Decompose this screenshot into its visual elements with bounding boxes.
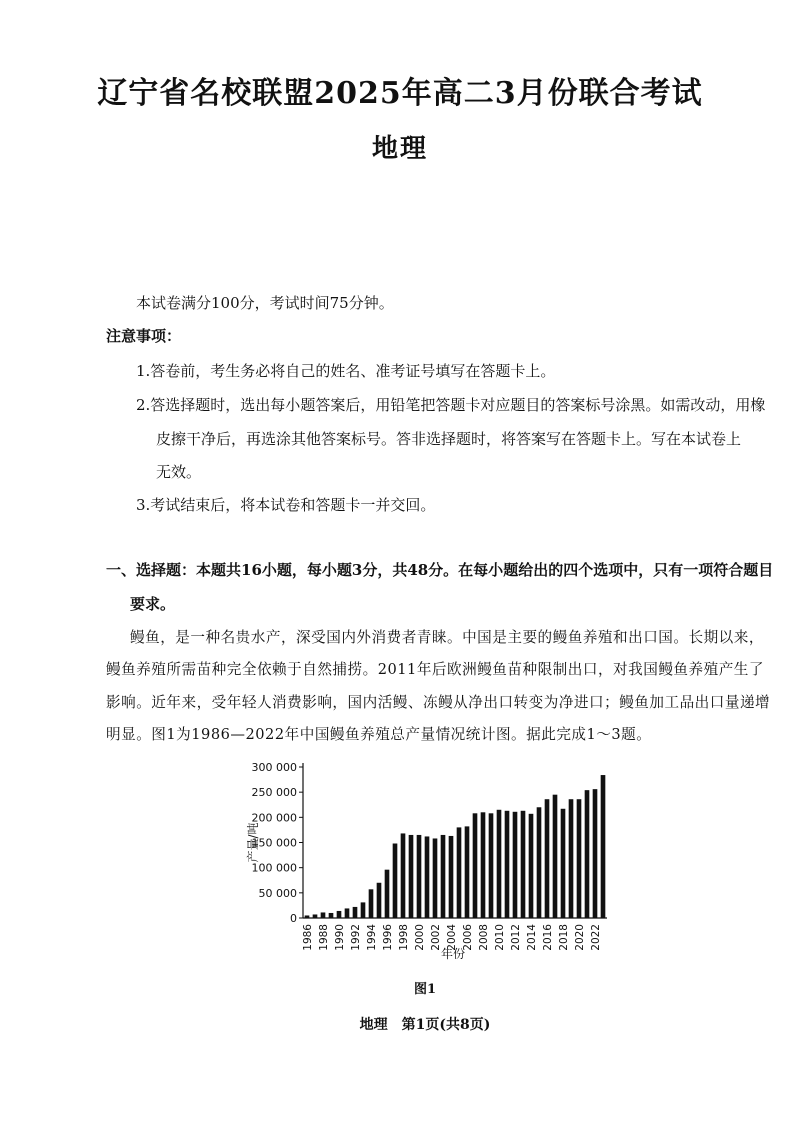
- exam-title: 辽宁省名校联盟2025年高二3月份联合考试: [97, 76, 703, 111]
- x-tick-label: 1992: [350, 924, 362, 951]
- page-footer: 地理 第1页(共8页): [359, 1017, 491, 1033]
- bar: [417, 835, 422, 918]
- bar: [601, 775, 606, 918]
- bar: [585, 790, 590, 918]
- bar: [553, 795, 558, 918]
- x-tick-label: 1996: [382, 924, 394, 951]
- y-tick-label: 250 000: [251, 786, 297, 800]
- x-tick-label: 2022: [590, 924, 602, 951]
- x-tick-label: 1990: [334, 924, 346, 951]
- section-heading-line-2: 要求。: [130, 595, 176, 613]
- y-tick-label: 50 000: [258, 886, 297, 900]
- x-axis-title: 年份: [440, 947, 466, 961]
- x-tick-label: 2010: [494, 924, 506, 951]
- bar: [321, 912, 326, 918]
- y-tick-label: 200 000: [251, 811, 297, 825]
- bar: [545, 799, 550, 918]
- passage-line-3: 影响。近年来，受年轻人消费影响，国内活鳗、冻鳗从净出口转变为净进口；鳗鱼加工品出口量递增: [106, 694, 771, 711]
- x-tick-label: 1994: [366, 924, 378, 951]
- notice-item-2-line-1: 2.答选择题时，选出每小题答案后，用铅笔把答题卡对应题目的答案标号涂黑。如需改动，用橡: [136, 396, 766, 414]
- bar: [425, 836, 430, 918]
- x-tick-label: 2012: [510, 924, 522, 951]
- bar: [505, 811, 510, 918]
- x-tick-label: 2008: [478, 924, 490, 951]
- bar: [593, 789, 598, 918]
- x-tick-label: 2006: [462, 924, 474, 951]
- x-tick-label: 2018: [558, 924, 570, 951]
- figure-caption: 图1: [413, 982, 437, 997]
- bar: [457, 827, 462, 918]
- x-tick-label: 2014: [526, 924, 538, 951]
- notice-item-2-line-3: 无效。: [156, 463, 202, 481]
- bar: [361, 902, 366, 918]
- section-heading-line-1: 一、选择题：本题共16小题，每小题3分，共48分。在每小题给出的四个选项中，只有一项符合题目: [106, 561, 774, 579]
- notice-item-2-line-2: 皮擦干净后，再选涂其他答案标号。答非选择题时，将答案写在答题卡上。写在本试卷上: [156, 430, 742, 448]
- x-tick-label: 2000: [414, 924, 426, 951]
- y-tick-label: 0: [290, 912, 297, 925]
- y-tick-label: 150 000: [251, 836, 297, 850]
- bar: [513, 812, 518, 918]
- y-tick-label: 300 000: [251, 761, 297, 774]
- x-tick-label: 2002: [430, 924, 442, 951]
- bar: [569, 799, 574, 918]
- bar: [369, 889, 374, 918]
- x-tick-label: 2016: [542, 924, 554, 951]
- bar: [521, 811, 526, 918]
- subject-title: 地理: [371, 134, 428, 164]
- bar: [345, 908, 350, 918]
- bar: [481, 812, 486, 918]
- bar: [537, 807, 542, 918]
- passage-line-2: 鳗鱼养殖所需苗种完全依赖于自然捕捞。2011年后欧洲鳗鱼苗种限制出口，对我国鳗鱼养殖产生了: [106, 661, 764, 678]
- bar: [433, 838, 438, 918]
- notice-item-3: 3.考试结束后，将本试卷和答题卡一并交回。: [136, 496, 436, 514]
- passage-line-4: 明显。图1为1986—2022年中国鳗鱼养殖总产量情况统计图。据此完成1～3题。: [106, 726, 652, 743]
- exam-intro: 本试卷满分100分，考试时间75分钟。: [136, 294, 394, 312]
- bar: [449, 836, 454, 918]
- bar: [329, 913, 334, 918]
- bar: [465, 826, 470, 918]
- x-tick-label: 1998: [398, 924, 410, 951]
- bar: [497, 810, 502, 918]
- x-tick-label: 1988: [318, 924, 330, 951]
- bar: [337, 911, 342, 918]
- bar: [489, 813, 494, 918]
- bar: [385, 870, 390, 918]
- bar: [313, 914, 318, 918]
- bar: [441, 835, 446, 918]
- x-tick-label: 2020: [574, 924, 586, 951]
- notice-item-1: 1.答卷前，考生务必将自己的姓名、准考证号填写在答题卡上。: [136, 362, 556, 380]
- bar: [353, 907, 358, 918]
- y-tick-label: 100 000: [251, 861, 297, 875]
- bar: [577, 799, 582, 918]
- y-axis-title: 产量/吨: [246, 822, 260, 863]
- bar: [377, 883, 382, 918]
- bar: [409, 835, 414, 918]
- bar: [393, 844, 398, 918]
- notice-heading: 注意事项：: [106, 327, 182, 345]
- bar: [305, 915, 310, 918]
- bar: [529, 814, 534, 918]
- bar: [561, 809, 566, 918]
- x-tick-label: 1986: [302, 924, 314, 951]
- passage-line-1: 鳗鱼，是一种名贵水产，深受国内外消费者青睐。中国是主要的鳗鱼养殖和出口国。长期以来，: [130, 629, 764, 646]
- bar: [473, 813, 478, 918]
- x-tick-label: 2004: [446, 924, 458, 951]
- bar: [401, 833, 406, 918]
